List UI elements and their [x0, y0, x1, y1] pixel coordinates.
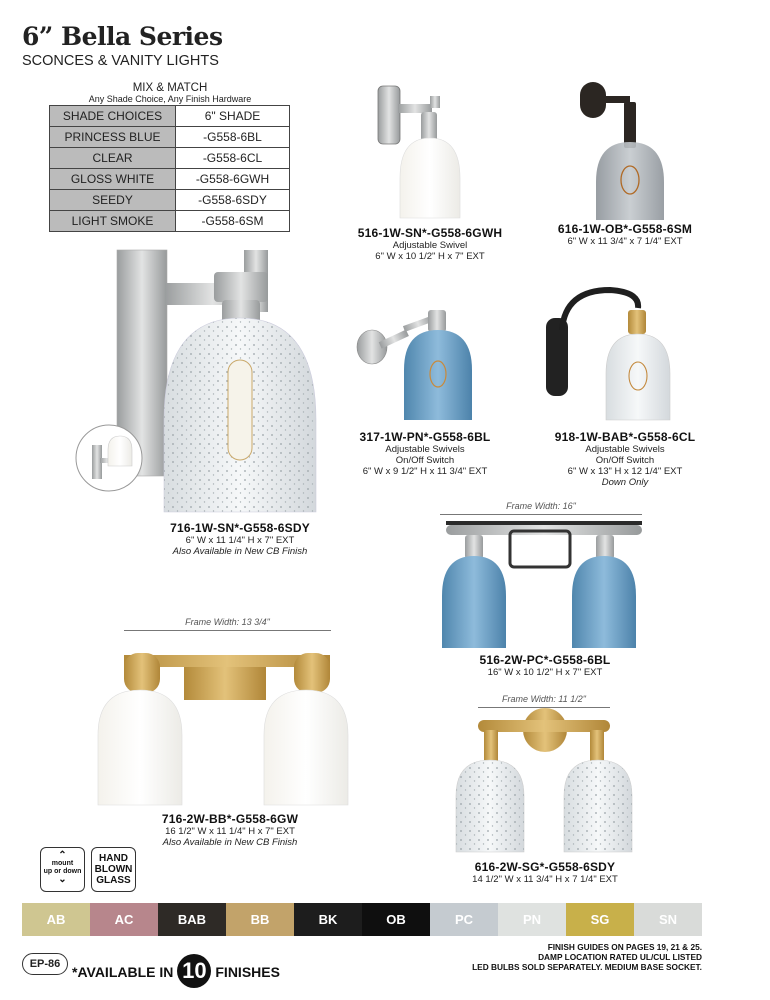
sconce-716-1w-image: [117, 250, 316, 512]
frame-width-716-2w: [124, 617, 331, 631]
product-note: Also Available in New CB Finish: [172, 546, 308, 557]
badge-line: GLASS: [96, 875, 131, 886]
frame-width-line: [478, 707, 610, 708]
product-dims: 6" W x 9 1/2" H x 11 3/4" EXT: [362, 466, 488, 477]
vanity-716-2w-image: [98, 653, 348, 805]
chevron-up-icon: ⌃: [58, 850, 67, 861]
product-code: 716-2W-BB*-G558-6GW: [161, 812, 299, 826]
product-code: 616-2W-SG*-G558-6SDY: [474, 860, 616, 874]
page-subtitle: SCONCES & VANITY LIGHTS: [22, 53, 219, 69]
mount-badge: [40, 847, 85, 892]
product-code: 317-1W-PN*-G558-6BL: [359, 430, 491, 444]
footer-notes: [420, 942, 702, 972]
frame-width-516-2w: [440, 501, 642, 515]
shade-name: CLEAR: [50, 148, 176, 169]
finish-swatch-bb: BB: [226, 903, 294, 936]
sconce-616-1w-image: [580, 82, 664, 220]
product-note: Down Only: [601, 477, 649, 488]
product-dims: 6" W x 10 1/2" H x 7" EXT: [375, 251, 485, 262]
mix-subtitle: Any Shade Choice, Any Finish Hardware: [88, 93, 252, 104]
shade-name: LIGHT SMOKE: [50, 211, 176, 232]
available-suffix: FINISHES: [215, 964, 280, 980]
shade-name: GLOSS WHITE: [50, 169, 176, 190]
finish-count-circle: 10: [177, 954, 211, 988]
page-title: 6” Bella Series: [22, 22, 223, 51]
finish-swatch-sg: SG: [566, 903, 634, 936]
shade-code: -G558-6CL: [176, 148, 290, 169]
sconce-918-1w-image: [546, 290, 670, 420]
shade-code: -G558-6SDY: [176, 190, 290, 211]
mount-label: mount: [51, 860, 74, 867]
product-716-1w: [140, 521, 340, 557]
frame-width-616-2w: [478, 694, 610, 708]
product-code: 516-2W-PC*-G558-6BL: [479, 653, 611, 667]
shade-name: PRINCESS BLUE: [50, 127, 176, 148]
badge-line: HAND: [99, 853, 128, 864]
badge-line: BLOWN: [94, 864, 133, 875]
footer-note: DAMP LOCATION RATED UL/CUL LISTED: [538, 952, 702, 962]
product-716-2w: [125, 812, 335, 848]
product-dims: 6" W x 13" H x 12 1/4" EXT: [567, 466, 683, 477]
available-finishes: [72, 955, 280, 989]
product-code: 716-1W-SN*-G558-6SDY: [170, 521, 310, 535]
product-dims: 14 1/2" W x 11 3/4" H x 7 1/4" EXT: [472, 874, 618, 885]
product-616-1w: [540, 222, 710, 247]
product-desc: Adjustable Swivel: [392, 240, 468, 251]
finish-swatch-pn: PN: [498, 903, 566, 936]
vanity-616-2w-image: [456, 708, 632, 852]
finish-swatch-ac: AC: [90, 903, 158, 936]
frame-width-label: Frame Width: 13 3/4": [185, 617, 270, 627]
finish-swatch-bab: BAB: [158, 903, 226, 936]
chevron-down-icon: ⌄: [58, 874, 67, 885]
vanity-516-2w-image: [442, 521, 642, 648]
finish-swatch-bar: [22, 903, 702, 936]
product-dims: 16 1/2" W x 11 1/4" H x 7" EXT: [165, 826, 295, 837]
shade-code: -G558-6GWH: [176, 169, 290, 190]
mix-title: MIX & MATCH: [132, 82, 208, 94]
product-516-2w: [470, 653, 620, 678]
product-desc: On/Off Switch: [595, 455, 655, 466]
product-desc: On/Off Switch: [395, 455, 455, 466]
footer-note: FINISH GUIDES ON PAGES 19, 21 & 25.: [547, 942, 702, 952]
shade-code: -G558-6BL: [176, 127, 290, 148]
footer-note: LED BULBS SOLD SEPARATELY. MEDIUM BASE SOCKET.: [472, 962, 702, 972]
product-dims: 6" W x 11 1/4" H x 7" EXT: [185, 535, 295, 546]
inset-thumbnail: [76, 425, 142, 491]
finish-swatch-ab: AB: [22, 903, 90, 936]
shade-code: -G558-6SM: [176, 211, 290, 232]
product-note: Also Available in New CB Finish: [162, 837, 298, 848]
product-code: 918-1W-BAB*-G558-6CL: [554, 430, 696, 444]
page-number: EP-86: [22, 953, 68, 975]
frame-width-label: Frame Width: 16": [506, 501, 576, 511]
product-desc: Adjustable Swivels: [585, 444, 665, 455]
mount-label: up or down: [43, 868, 82, 875]
table-header: 6" SHADE: [176, 106, 290, 127]
finish-swatch-bk: BK: [294, 903, 362, 936]
frame-width-line: [440, 514, 642, 515]
sconce-516-1w-image: [378, 86, 460, 218]
hand-blown-glass-badge: [91, 847, 136, 892]
product-code: 516-1W-SN*-G558-6GWH: [357, 226, 503, 240]
product-516-1w: [340, 226, 520, 262]
product-317-1w: [330, 430, 520, 477]
product-dims: 6" W x 11 3/4" x 7 1/4" EXT: [567, 236, 683, 247]
product-918-1w: [530, 430, 720, 488]
shade-name: SEEDY: [50, 190, 176, 211]
finish-swatch-sn: SN: [634, 903, 702, 936]
finish-swatch-pc: PC: [430, 903, 498, 936]
finish-swatch-ob: OB: [362, 903, 430, 936]
table-header: SHADE CHOICES: [50, 106, 176, 127]
product-dims: 16" W x 10 1/2" H x 7" EXT: [487, 667, 603, 678]
available-prefix: *AVAILABLE IN: [72, 964, 174, 980]
product-616-2w: [450, 860, 640, 885]
product-code: 616-1W-OB*-G558-6SM: [557, 222, 693, 236]
product-desc: Adjustable Swivels: [385, 444, 465, 455]
frame-width-line: [124, 630, 331, 631]
frame-width-label: Frame Width: 11 1/2": [502, 694, 586, 704]
sconce-317-1w-image: [357, 310, 472, 420]
